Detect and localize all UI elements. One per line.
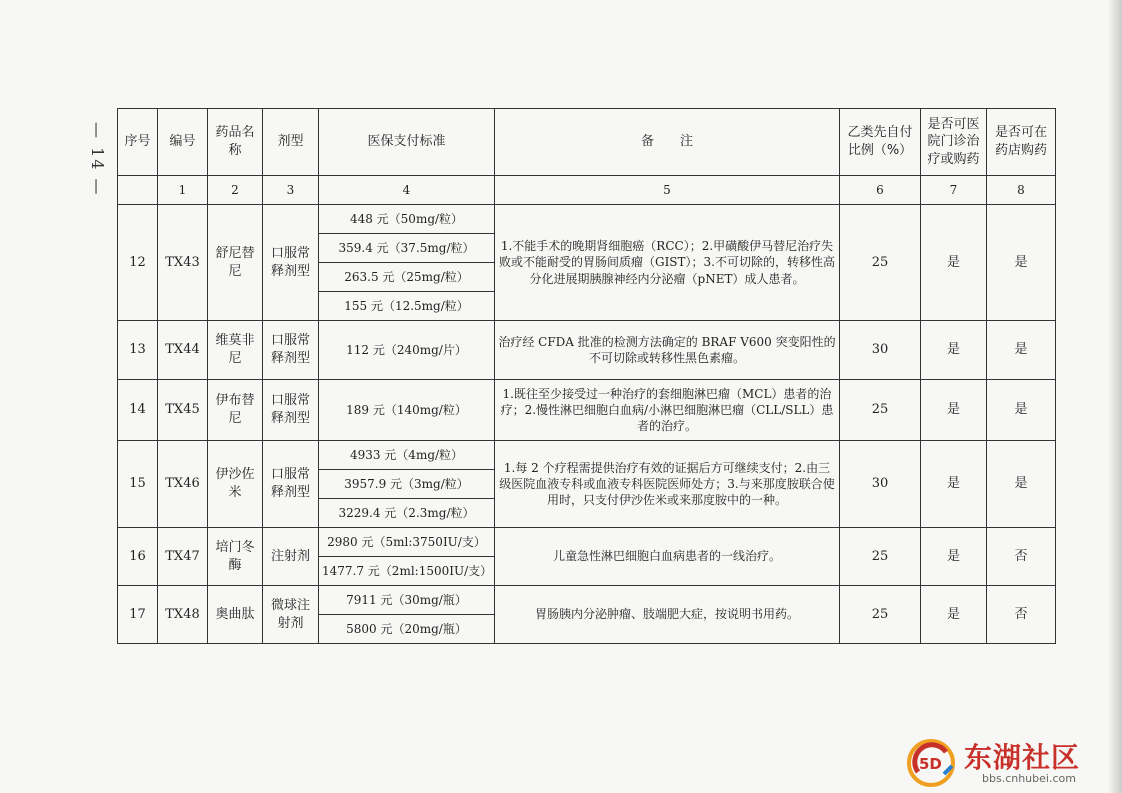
row-outpatient: 是: [921, 441, 987, 528]
row-pharmacy: 是: [987, 380, 1056, 441]
row-ratio: 30: [840, 441, 921, 528]
column-number-row: [118, 176, 1056, 205]
row-code: TX46: [158, 441, 208, 528]
site-logo[interactable]: [906, 736, 1116, 790]
table-row: [118, 380, 1056, 441]
row-form: 口服常释剂型: [263, 321, 319, 380]
row-form: 口服常释剂型: [263, 205, 319, 321]
table-body: [118, 205, 1056, 644]
row-drug-name: 维莫非尼: [208, 321, 263, 380]
table-row: [118, 441, 1056, 470]
row-outpatient: 是: [921, 528, 987, 586]
col-number: 2: [208, 176, 263, 205]
row-drug-name: 奥曲肽: [208, 586, 263, 644]
logo-title: 东湖社区: [964, 741, 1081, 774]
col-number: 5: [495, 176, 840, 205]
col-number: 6: [840, 176, 921, 205]
row-price: 448 元（50mg/粒）: [319, 205, 495, 234]
header-drug-name: 药品名称: [208, 109, 263, 176]
row-code: TX48: [158, 586, 208, 644]
row-price: 7911 元（30mg/瓶）: [319, 586, 495, 615]
row-form: 微球注射剂: [263, 586, 319, 644]
header-outpatient: 是否可医院门诊治疗或购药: [921, 109, 987, 176]
row-seq: 14: [118, 380, 158, 441]
header-form: 剂型: [263, 109, 319, 176]
col-number: 3: [263, 176, 319, 205]
table-row: [118, 586, 1056, 615]
row-seq: 13: [118, 321, 158, 380]
row-price: 1477.7 元（2ml:1500IU/支）: [319, 557, 495, 586]
row-form: 注射剂: [263, 528, 319, 586]
header-ratio: 乙类先自付比例（%）: [840, 109, 921, 176]
row-price: 359.4 元（37.5mg/粒）: [319, 234, 495, 263]
row-price: 3957.9 元（3mg/粒）: [319, 470, 495, 499]
row-price: 5800 元（20mg/瓶）: [319, 615, 495, 644]
row-form: 口服常释剂型: [263, 380, 319, 441]
row-outpatient: 是: [921, 380, 987, 441]
row-price: 189 元（140mg/粒）: [319, 380, 495, 441]
col-number-blank: [118, 176, 158, 205]
row-code: TX43: [158, 205, 208, 321]
page-number: — 14 —: [88, 122, 107, 197]
row-note: 胃肠胰内分泌肿瘤、肢端肥大症，按说明书用药。: [495, 586, 840, 644]
row-note: 1.不能手术的晚期肾细胞癌（RCC）；2.甲磺酸伊马替尼治疗失败或不能耐受的胃肠间质瘤（GIST）；3.不可切除的，转移性高分化进展期胰腺神经内分泌瘤（pNET）成人患者。: [495, 205, 840, 321]
row-price: 112 元（240mg/片）: [319, 321, 495, 380]
row-seq: 17: [118, 586, 158, 644]
row-seq: 16: [118, 528, 158, 586]
header-remark: 备 注: [495, 109, 840, 176]
logo-mark-icon: [906, 738, 956, 788]
svg-text:5D: 5D: [919, 755, 942, 773]
row-ratio: 25: [840, 380, 921, 441]
table-row: [118, 528, 1056, 557]
row-note: 1.每 2 个疗程需提供治疗有效的证据后方可继续支付；2.由三级医院血液专科或血液专科医院医师处方；3.与来那度胺联合使用时，只支付伊沙佐米或来那度胺中的一种。: [495, 441, 840, 528]
row-price: 4933 元（4mg/粒）: [319, 441, 495, 470]
row-ratio: 25: [840, 586, 921, 644]
row-price: 2980 元（5ml:3750IU/支）: [319, 528, 495, 557]
table-row: [118, 321, 1056, 380]
header-pharmacy: 是否可在药店购药: [987, 109, 1056, 176]
row-drug-name: 伊布替尼: [208, 380, 263, 441]
row-ratio: 25: [840, 528, 921, 586]
row-note: 儿童急性淋巴细胞白血病患者的一线治疗。: [495, 528, 840, 586]
table-header: [118, 109, 1056, 205]
row-seq: 15: [118, 441, 158, 528]
col-number: 7: [921, 176, 987, 205]
row-code: TX47: [158, 528, 208, 586]
row-note: 治疗经 CFDA 批准的检测方法确定的 BRAF V600 突变阳性的不可切除或转移性黑色素瘤。: [495, 321, 840, 380]
col-number: 8: [987, 176, 1056, 205]
row-form: 口服常释剂型: [263, 441, 319, 528]
row-pharmacy: 是: [987, 441, 1056, 528]
header-standard: 医保支付标准: [319, 109, 495, 176]
header-code: 编号: [158, 109, 208, 176]
page-edge-shadow: [1108, 0, 1122, 793]
header-seq: 序号: [118, 109, 158, 176]
row-outpatient: 是: [921, 205, 987, 321]
row-seq: 12: [118, 205, 158, 321]
row-code: TX45: [158, 380, 208, 441]
row-price: 263.5 元（25mg/粒）: [319, 263, 495, 292]
row-price: 155 元（12.5mg/粒）: [319, 292, 495, 321]
row-pharmacy: 否: [987, 528, 1056, 586]
table-row: [118, 205, 1056, 234]
row-code: TX44: [158, 321, 208, 380]
col-number: 4: [319, 176, 495, 205]
logo-url: bbs.cnhubei.com: [982, 772, 1076, 785]
row-pharmacy: 是: [987, 205, 1056, 321]
row-note: 1.既往至少接受过一种治疗的套细胞淋巴瘤（MCL）患者的治疗；2.慢性淋巴细胞白血病/小淋巴细胞淋巴瘤（CLL/SLL）患者的治疗。: [495, 380, 840, 441]
row-pharmacy: 否: [987, 586, 1056, 644]
row-outpatient: 是: [921, 586, 987, 644]
col-number: 1: [158, 176, 208, 205]
row-outpatient: 是: [921, 321, 987, 380]
row-ratio: 25: [840, 205, 921, 321]
drug-table: [117, 108, 1056, 644]
row-drug-name: 培门冬酶: [208, 528, 263, 586]
row-drug-name: 伊沙佐米: [208, 441, 263, 528]
row-pharmacy: 是: [987, 321, 1056, 380]
row-drug-name: 舒尼替尼: [208, 205, 263, 321]
row-price: 3229.4 元（2.3mg/粒）: [319, 499, 495, 528]
row-ratio: 30: [840, 321, 921, 380]
